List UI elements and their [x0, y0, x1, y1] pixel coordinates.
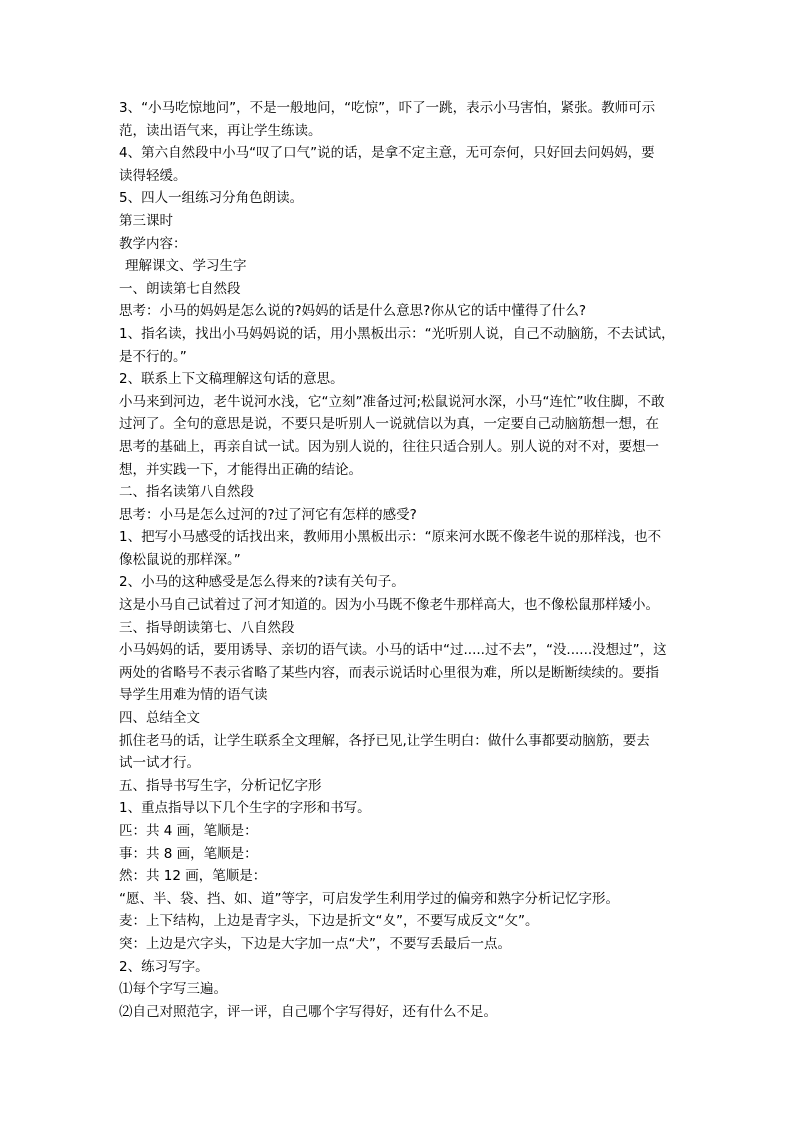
- text-line: 想，并实践一下，才能得出正确的结论。: [119, 461, 362, 478]
- text-line: 导学生用难为情的语气读: [119, 687, 268, 704]
- text-line: 过河了。全句的意思是说，不要只是听别人一说就信以为真，一定要自己动脑筋想一想，在: [119, 416, 659, 433]
- text-line: 事：共 8 画，笔顺是：: [119, 845, 258, 862]
- text-line: 这是小马自己试着过了河才知道的。因为小马既不像老牛那样高大，也不像松鼠那样矮小。: [119, 597, 659, 614]
- text-line: 1、把写小马感受的话找出来，教师用小黑板出示：“原来河水既不像老牛说的那样浅，也不: [119, 529, 662, 546]
- text-line: 麦：上下结构，上边是青字头，下边是折文“夊”，不要写成反文“攵”。: [119, 913, 539, 930]
- text-line: 2、练习写字。: [119, 958, 209, 975]
- text-line: 思考的基础上，再亲自试一试。因为别人说的，往往只适合别人。别人说的对不对，要想一: [119, 438, 659, 455]
- text-line: 5、四人一组练习分角色朗读。: [119, 190, 304, 207]
- section-heading: 五、指导书写生字，分析记忆字形: [119, 777, 322, 794]
- text-line: 两处的省略号不表示省略了某些内容，而表示说话时心里很为难，所以是断断续续的。要指: [119, 664, 659, 681]
- text-line: 小马来到河边，老牛说河水浅，它“立刻”准备过河;松鼠说河水深，小马“连忙”收住脚，不敢: [119, 393, 665, 410]
- text-line: 2、小马的这种感受是怎么得来的?读有关句子。: [119, 574, 405, 591]
- text-line: 4、第六自然段中小马“叹了口气”说的话，是拿不定主意，无可奈何，只好回去问妈妈，要: [119, 145, 655, 162]
- text-line: 2、联系上下文稿理解这句话的意思。: [119, 371, 344, 388]
- section-heading: 三、指导朗读第七、八自然段: [119, 619, 295, 636]
- text-line: 思考：小马是怎么过河的?过了河它有怎样的感受?: [119, 506, 417, 523]
- text-line: 然：共 12 画，笔顺是：: [119, 868, 267, 885]
- section-heading: 第三课时: [119, 212, 173, 229]
- text-line: 读得轻缓。: [119, 167, 187, 184]
- text-line: 思考：小马的妈妈是怎么说的?妈妈的话是什么意思?你从它的话中懂得了什么?: [119, 303, 586, 320]
- text-line: 小马妈妈的话，要用诱导、亲切的语气读。小马的话中“过.....过不去”，“没......没想过”，这: [119, 642, 667, 659]
- text-line: 像松鼠说的那样深。”: [119, 551, 241, 568]
- text-line: “愿、半、袋、挡、如、道”等字，可启发学生利用学过的偏旁和熟字分析记忆字形。: [119, 890, 619, 907]
- text-line: ⑵自己对照范字，评一评，自己哪个字写得好，还有什么不足。: [119, 1003, 497, 1020]
- text-line: 3、“小马吃惊地问”，不是一般地问，“吃惊”，吓了一跳，表示小马害怕，紧张。教师可示: [119, 100, 656, 116]
- section-heading: 一、朗读第七自然段: [119, 280, 241, 297]
- text-line: 教学内容：: [119, 235, 187, 252]
- text-line: 匹：共 4 画，笔顺是：: [119, 823, 258, 839]
- text-line: 理解课文、学习生字: [125, 258, 247, 275]
- text-line: 试一试才行。: [119, 755, 200, 772]
- text-line: ⑴每个字写三遍。: [119, 981, 227, 998]
- section-heading: 二、指名读第八自然段: [119, 484, 254, 501]
- text-line: 1、重点指导以下几个生字的字形和书写。: [119, 800, 371, 817]
- text-line: 突：上边是穴字头，下边是大字加一点“犬”，不要写丢最后一点。: [119, 935, 511, 952]
- text-line: 1、指名读，找出小马妈妈说的话，用小黑板出示：“光听别人说，自己不动脑筋，不去试试，: [119, 325, 675, 342]
- text-line: 范，读出语气来，再让学生练读。: [119, 122, 322, 139]
- section-heading: 四、总结全文: [119, 710, 200, 727]
- text-line: 抓住老马的话，让学生联系全文理解，各抒已见,让学生明白：做什么事都要动脑筋，要去: [119, 732, 650, 749]
- document-body: [119, 97, 689, 1023]
- text-line: 是不行的。”: [119, 348, 187, 365]
